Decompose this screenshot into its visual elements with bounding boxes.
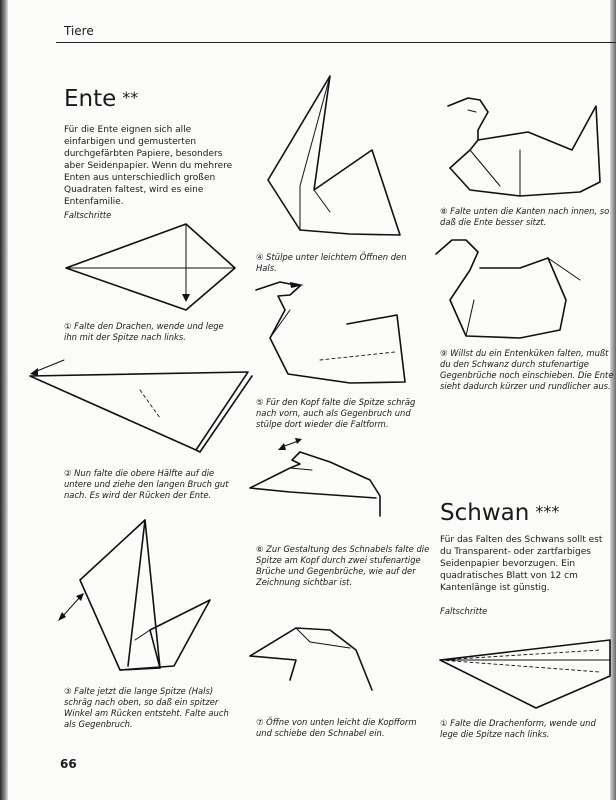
- schwan-difficulty-stars: ***: [535, 502, 560, 521]
- step-6-caption: ⑥ Zur Gestaltung des Schnabels falte die Spitze am Kopf durch zwei stufenartige Brüche und Gegenbrüche, wie auf der Zeichnung sichtbar ist.: [256, 544, 430, 587]
- step-7-caption: ⑦ Öffne von unten leicht die Kopfform und schiebe den Schnabel ein.: [256, 717, 417, 738]
- schwan-title-text: Schwan: [440, 500, 530, 526]
- step-5-caption: ⑤ Für den Kopf falte die Spitze schräg nach vorn, auch als Gegenbruch und stülpe dort wieder die Faltform.: [256, 397, 416, 429]
- schwan-steps-label: Faltschritte: [440, 606, 488, 616]
- ente-intro: Für die Ente eignen sich alle einfarbigen und gemusterten durchgefärbten Papiere, besonders aber Seidenpapier. Wenn du mehrere Enten aus unterschiedlich großen Quadraten faltest, wird es eine Entenfamilie.: [64, 125, 233, 207]
- section-header: Tiere: [64, 24, 94, 38]
- ente-difficulty-stars: **: [122, 88, 139, 107]
- step-8-caption: ⑧ Falte unten die Kanten nach innen, so daß die Ente besser sitzt.: [440, 206, 610, 227]
- step-1-caption: ① Falte den Drachen, wende und lege ihn mit der Spitze nach links.: [64, 321, 224, 342]
- ente-steps-label: Faltschritte: [64, 210, 112, 220]
- schwan-step-1-caption: ① Falte die Drachenform, wende und lege die Spitze nach links.: [440, 718, 596, 739]
- step-3-caption: ③ Falte jetzt die lange Spitze (Hals) schräg nach oben, so daß ein spitzer Winkel am Rücken entsteht. Falte auch als Gegenbruch.: [64, 686, 229, 729]
- step-4-caption: ④ Stülpe unter leichtem Öffnen den Hals.: [256, 252, 407, 273]
- ente-title-text: Ente: [64, 86, 117, 112]
- step-2-caption: ② Nun falte die obere Hälfte auf die untere und ziehe den langen Bruch gut nach. Es wird der Rücken der Ente.: [64, 468, 229, 500]
- schwan-intro: Für das Falten des Schwans sollt est du Transparent- oder zartfarbiges Seidenpapier bevorzugen. Ein quadratisches Blatt von 12 cm Kantenlänge ist günstig.: [440, 535, 603, 593]
- page-number: 66: [60, 757, 77, 771]
- step-9-caption: ⑨ Willst du ein Entenküken falten, mußt du den Schwanz durch stufenartige Gegenbrüche noch einschieben. Die Ente sieht dadurch kürzer und rundlicher aus.: [440, 348, 614, 391]
